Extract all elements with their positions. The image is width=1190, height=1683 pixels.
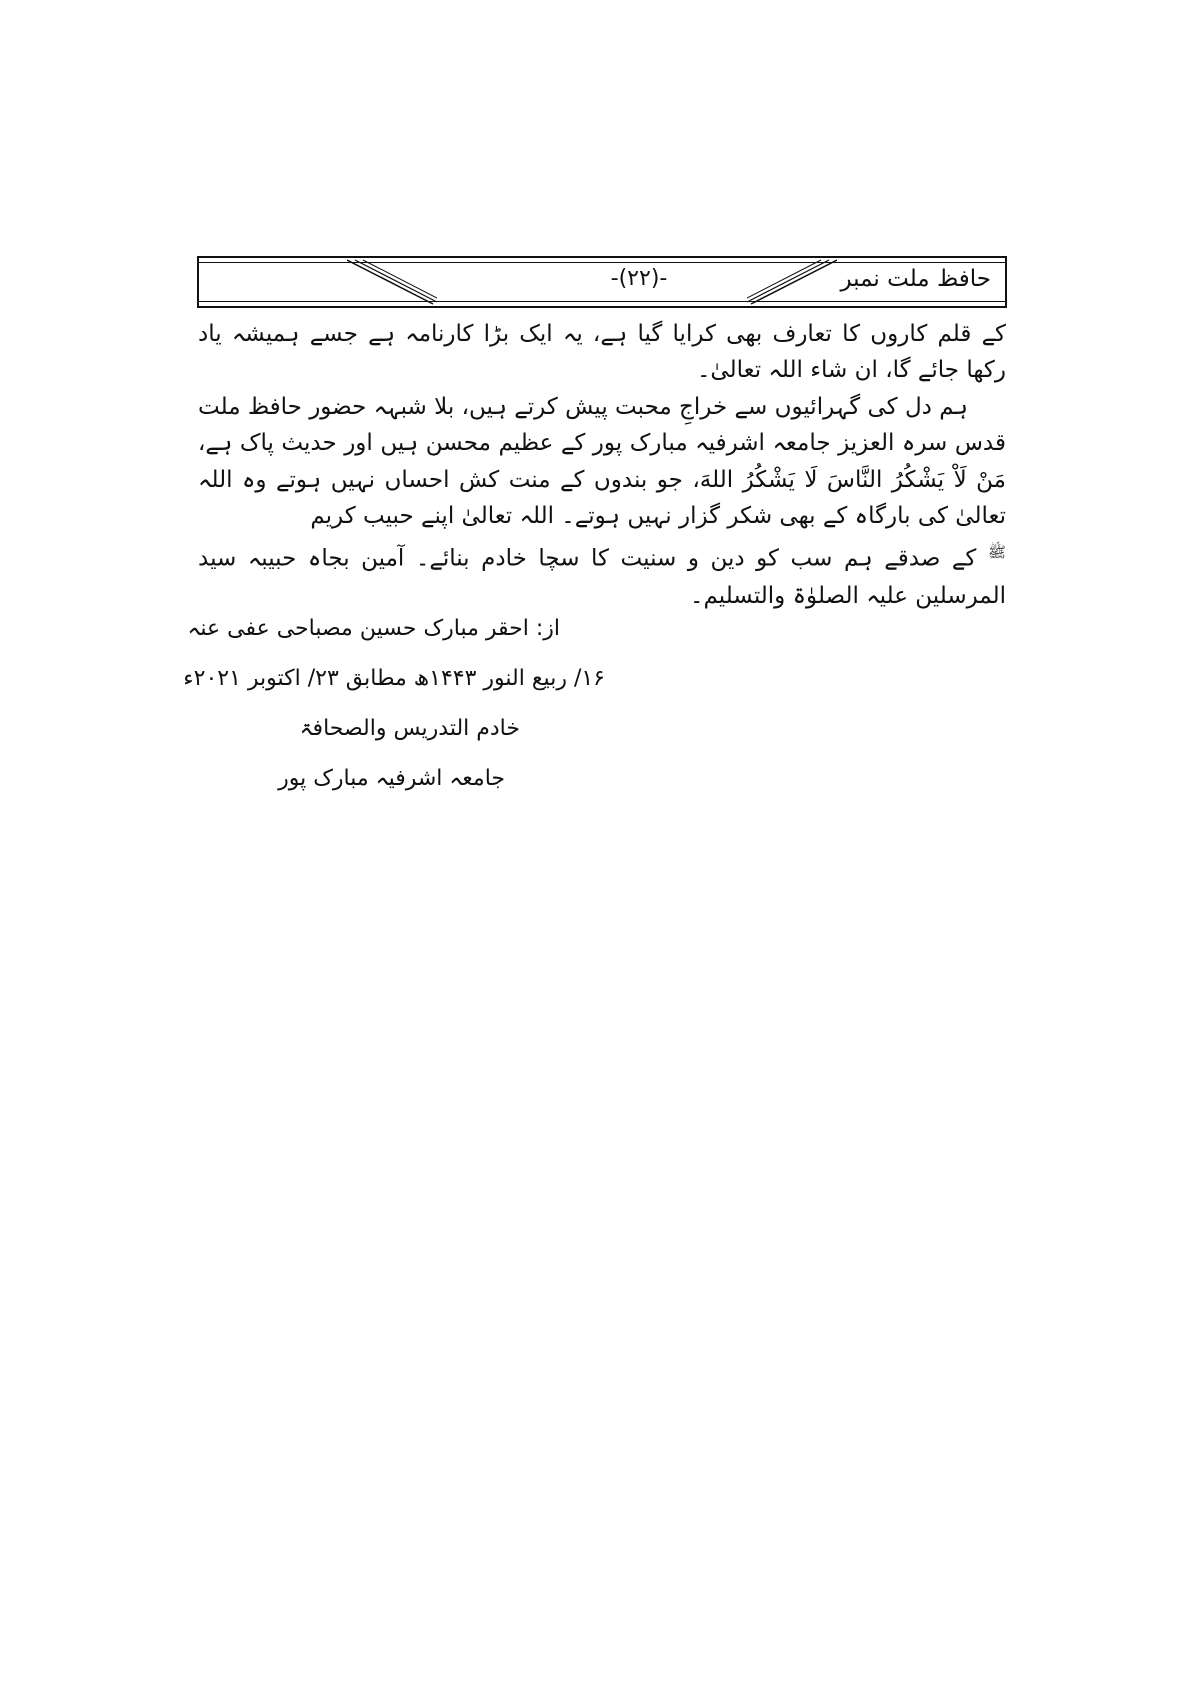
page-number: -(۲۲)-	[610, 266, 668, 291]
signature-title: خادم التدریس والصحافۃ	[299, 716, 520, 741]
signature-institution: جامعہ اشرفیہ مبارک پور	[278, 766, 505, 791]
paragraph: ہم دل کی گہرائیوں سے خراجِ محبت پیش کرتے ہیں، بلا شبہہ حضور حافظ ملت قدس سرہ العزیز جامعہ اشرفیہ مبارک پور کے عظیم محسن ہیں اور حدیث پاک ہے، مَنْ لَاْ يَشْكُرُ النَّاسَ لَا يَشْكُرُ اللهَ، جو بندوں کے منت کش احساں نہیں ہوتے وہ اللہ تعالیٰ کی بارگاہ کے بھی شکر گزار نہیں ہوتے۔ اللہ تعالیٰ اپنے حبیب کریم	[198, 393, 1006, 530]
page-header	[197, 256, 1007, 308]
header-left-ornament-icon	[347, 258, 437, 306]
paragraph: کے قلم کاروں کا تعارف بھی کرایا گیا ہے، یہ ایک بڑا کارنامہ ہے جسے ہمیشہ یاد رکھا جائے گا، ان شاء اللہ تعالیٰ۔	[198, 321, 1006, 384]
salutation-symbol: ﷺ	[987, 543, 1006, 562]
body-text	[198, 316, 1006, 614]
signature-date: ۱۶/ ربیع النور ۱۴۴۳ھ مطابق ۲۳/ اکتوبر ۲۰۲۱ء	[183, 666, 605, 691]
signature-author: از: احقر مبارک حسین مصباحی عفی عنہ	[187, 616, 560, 641]
header-right-ornament-icon	[747, 258, 837, 306]
closing-text: کے صدقے ہم سب کو دین و سنیت کا سچا خادم بنائے۔ آمین بجاہ حبیبہ سید المرسلین علیہ الصلوٰۃ والتسلیم۔	[198, 546, 1006, 609]
paragraph-closing	[198, 534, 1006, 613]
header-title: حافظ ملت نمبر	[840, 266, 991, 292]
